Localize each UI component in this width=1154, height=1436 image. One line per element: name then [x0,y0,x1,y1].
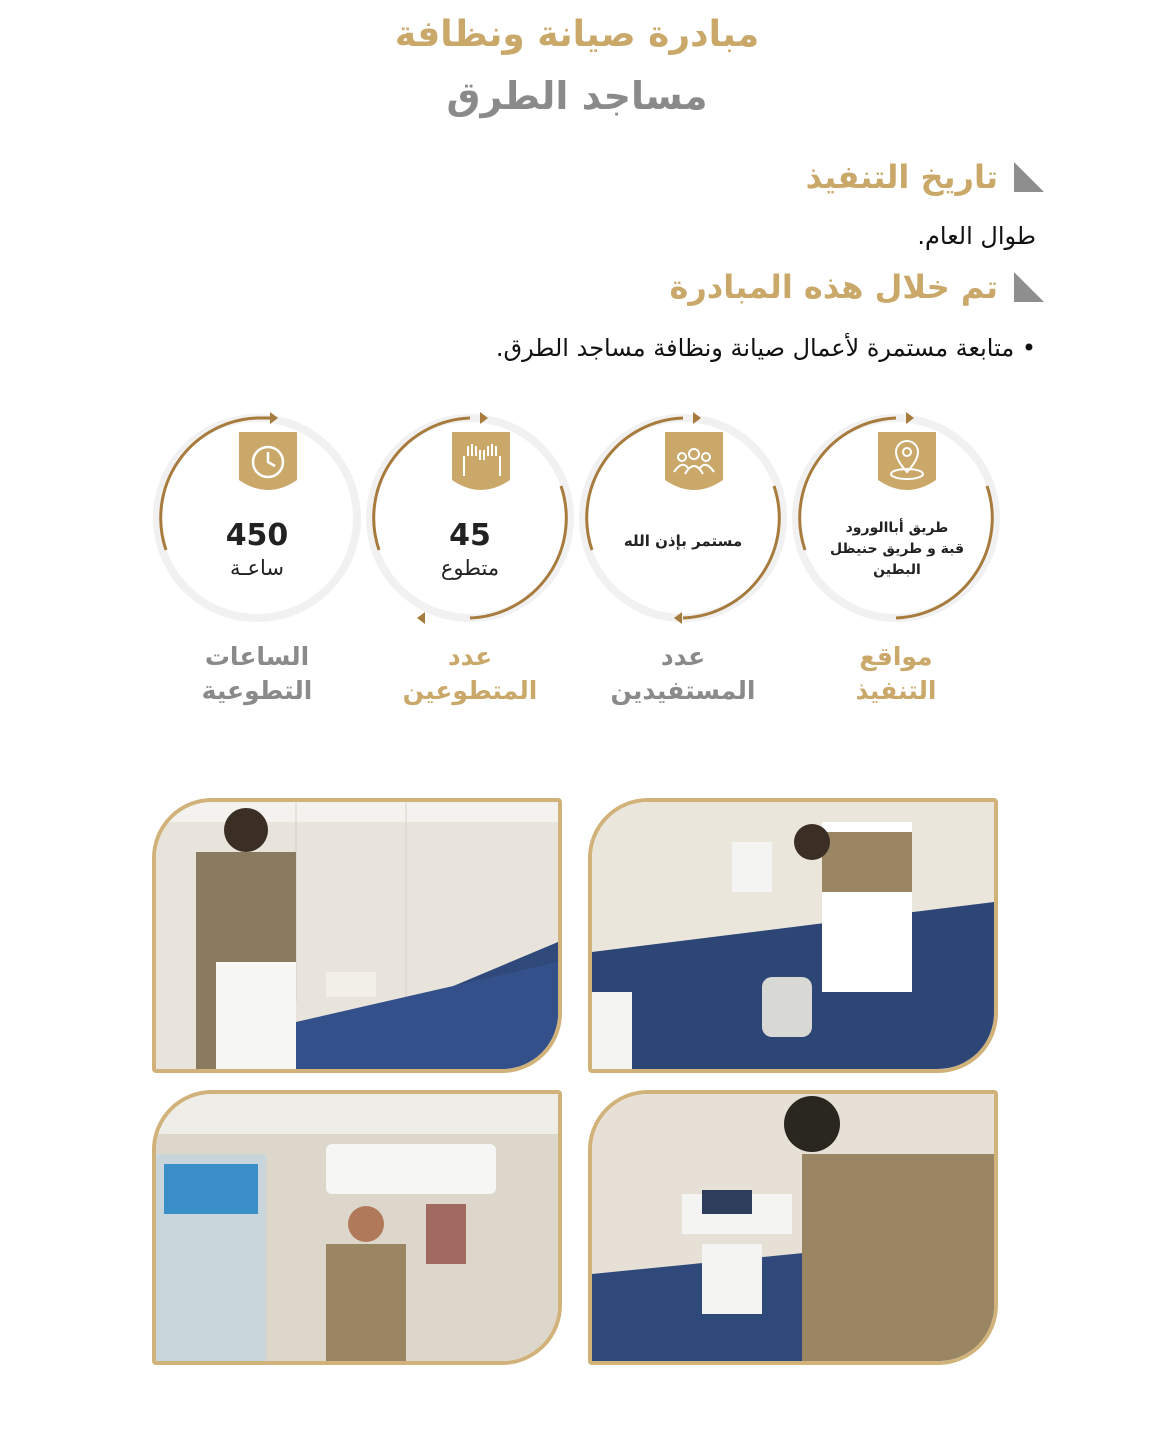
stat-unit: ساعـة [230,556,284,580]
date-heading [806,158,1044,196]
stat-label-line-1: الساعات [204,642,310,671]
stat-label [365,640,575,708]
stat-location-text [811,518,983,581]
stat-volunteers [365,400,595,730]
photo-sanitizing-mosque [152,798,562,1073]
photo-arranging-quran [588,1090,998,1365]
stat-volunteer-hours [152,400,382,730]
triangle-bullet-icon [1014,162,1044,192]
stat-label-line-2: المستفيدين [610,676,756,705]
date-text: طوال العام. [917,222,1036,250]
title-line-1: مبادرة صيانة ونظافة [394,14,760,55]
date-heading-text: تاريخ التنفيذ [805,158,998,196]
location-line-2: قبة و طريق حنيظل [829,541,965,557]
people-group-icon [663,430,725,502]
stat-locations [791,400,1021,730]
clock-icon [237,430,299,502]
triangle-bullet-icon [1014,272,1044,302]
location-pin-icon [876,430,938,502]
stat-value: 450 [225,518,289,553]
done-heading-text: تم خلال هذه المبادرة [669,268,998,306]
title-line-2: مساجد الطرق [446,74,708,118]
stat-label [152,640,362,708]
done-heading [670,268,1044,306]
raised-hands-icon [450,430,512,502]
stat-label [578,640,788,708]
stat-text: مستمر بإذن الله [623,532,743,550]
stat-unit: متطوع [440,556,500,580]
stat-beneficiaries [578,400,808,730]
photo-vacuuming-carpet [588,798,998,1073]
stat-label-line-1: عدد [660,642,706,671]
stat-label-line-1: مواقع [859,642,933,671]
done-bullet: • متابعة مستمرة لأعمال صيانة ونظافة مساجد الطرق. [495,334,1036,362]
stat-value: 45 [449,518,491,553]
stat-label-line-2: التنفيذ [855,676,937,705]
location-line-3: البطين [873,562,921,578]
stat-label-line-1: عدد [447,642,493,671]
location-line-1: طريق أباالورود [845,520,949,536]
stat-label-line-2: المتطوعين [402,676,538,705]
photo-cleaning-ac [152,1090,562,1365]
stat-label-line-2: التطوعية [201,676,313,705]
stat-label [791,640,1001,708]
